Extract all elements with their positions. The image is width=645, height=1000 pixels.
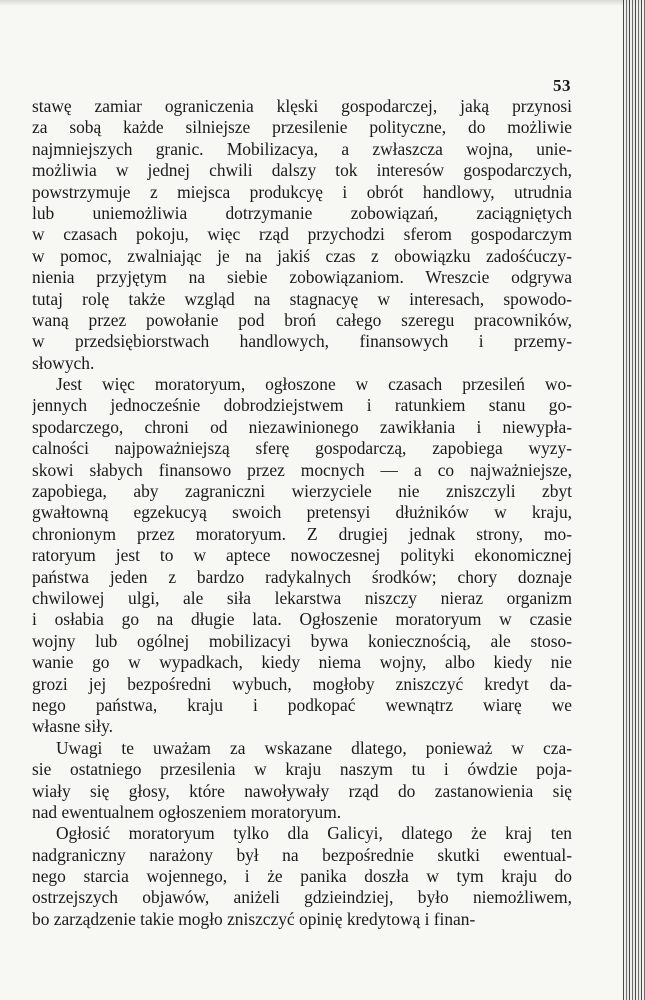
text-line: wiały się głosy, które nawoływały rząd do zastanowienia się [32, 780, 572, 801]
text-line: Ogłosić moratoryum tylko dla Galicyi, dlatego że kraj ten [56, 823, 572, 844]
text-line: nego państwa, kraju i podkopać wewnątrz wiarę we [32, 694, 572, 715]
book-spine-edge [623, 0, 645, 1000]
text-line: za sobą każde silniejsze przesilenie polityczne, do możliwie [32, 117, 572, 138]
text-line: calności najpoważniejszą sferę gospodarczą, zapobiega wyzy- [32, 438, 572, 459]
text-line: w czasach pokoju, więc rząd przychodzi sferom gospodarczym [32, 224, 572, 245]
text-line: nienia przyjętym na siebie zobowiązaniom. Wreszcie odgrywa [32, 267, 572, 288]
text-line: chronionym przez moratoryum. Z drugiej jednak strony, mo- [32, 523, 572, 544]
text-line: grozi jej bezpośredni wybuch, mogłoby zniszczyć kredyt da- [32, 673, 572, 694]
text-line: chwilowej ulgi, ale siła lekarstwa niszczy nieraz organizm [32, 587, 572, 608]
text-line: waną przez powołanie pod broń całego szeregu pracowników, [32, 309, 572, 330]
text-line: słowych. [32, 352, 95, 373]
text-line: i osłabia go na długie lata. Ogłoszenie moratoryum w czasie [32, 609, 572, 630]
text-line: wanie go w wypadkach, kiedy niema wojny, albo kiedy nie [32, 652, 572, 673]
paragraph [32, 96, 572, 374]
text-line: powstrzymuje z miejsca produkcyę i obrót handlowy, utrudnia [32, 181, 572, 202]
text-line: w pomoc, zwalniając je na jakiś czas z obowiązku zadośćuczy- [32, 245, 572, 266]
text-line: własne siły. [32, 716, 113, 737]
text-line: ostrzejszych objawów, aniżeli gdzieindziej, było niemożliwem, [32, 887, 572, 908]
text-line: jennych jednocześnie dobrodziejstwem i ratunkiem stanu go- [32, 395, 572, 416]
page-top-edge [0, 0, 645, 6]
body-text [32, 96, 572, 930]
text-line: możliwia w jednej chwili dalszy tok interesów gospodarczych, [32, 160, 572, 181]
text-line: w przedsiębiorstwach handlowych, finansowych i przemy- [32, 331, 572, 352]
text-line: gwałtowną egzekucyą swoich pretensyi dłużników w kraju, [32, 502, 572, 523]
paragraph [32, 374, 572, 738]
page-number: 53 [553, 76, 571, 95]
text-line: sie ostatniego przesilenia w kraju naszym tu i ówdzie poja- [32, 759, 572, 780]
text-line: lub uniemożliwia dotrzymanie zobowiązań, zaciągniętych [32, 202, 572, 223]
text-line: stawę zamiar ograniczenia klęski gospodarczej, jaką przynosi [32, 96, 572, 116]
paragraph [32, 823, 572, 930]
text-line: bo zarządzenie takie mogło zniszczyć opinię kredytową i finan- [32, 908, 476, 929]
text-line: najmniejszych granic. Mobilizacya, a zwłaszcza wojna, unie- [32, 138, 572, 159]
text-line: nego starcia wojennego, i że panika doszła w tym kraju do [32, 866, 572, 887]
text-line: Uwagi te uważam za wskazane dlatego, ponieważ w cza- [56, 737, 572, 758]
paragraph [32, 738, 572, 824]
text-line: nad ewentualnem ogłoszeniem moratoryum. [32, 801, 342, 822]
text-line: skowi słabych finansowo przez mocnych — a co najważniejsze, [32, 459, 572, 480]
text-line: zapobiega, aby zagraniczni wierzyciele nie zniszczyli zbyt [32, 481, 572, 502]
text-line: tutaj rolę także wzgląd na stagnacyę w interesach, spowodo- [32, 288, 572, 309]
text-line: Jest więc moratoryum, ogłoszone w czasach przesileń wo- [56, 374, 572, 395]
text-line: ratoryum jest to w aptece nowoczesnej polityki ekonomicznej [32, 545, 572, 566]
text-line: wojny lub ogólnej mobilizacyi bywa koniecznością, ale stoso- [32, 630, 572, 651]
text-line: państwa jeden z bardzo radykalnych środków; chory doznaje [32, 566, 572, 587]
text-line: spodarczego, chroni od niezawinionego zawikłania i niewypła- [32, 416, 572, 437]
text-line: nadgraniczny narażony był na bezpośrednie skutki ewentual- [32, 844, 572, 865]
